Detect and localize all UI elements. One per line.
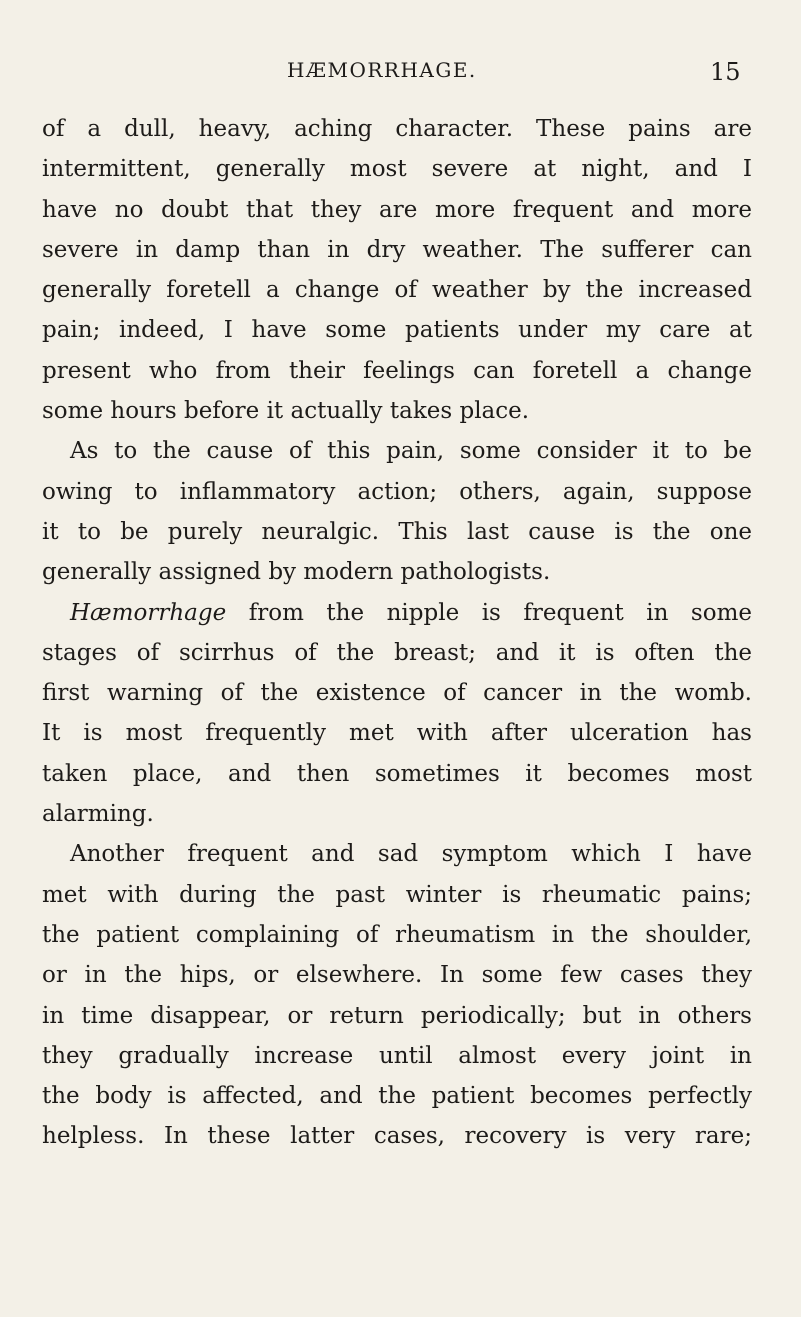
- body-text: [42, 109, 752, 1157]
- page-number: 15: [710, 58, 741, 86]
- text-line: the patient complaining of rheumatism in the shoulder,: [42, 921, 752, 948]
- paragraph-3: [42, 593, 752, 835]
- text-line: stages of scirrhus of the breast; and it is often the: [42, 639, 752, 666]
- text-line: it to be purely neuralgic. This last cause is the one: [42, 518, 752, 545]
- text-line: [42, 593, 752, 633]
- text-line: As to the cause of this pain, some consider it to be: [70, 438, 752, 465]
- text-line: first warning of the existence of cancer in the womb.: [42, 680, 752, 707]
- text-line: Another frequent and sad symptom which I have: [70, 841, 752, 868]
- paragraph-1: [42, 109, 752, 431]
- text-line: present who from their feelings can foretell a change: [42, 357, 752, 384]
- text-line: have no doubt that they are more frequent and more: [42, 196, 752, 223]
- text-line: pain; indeed, I have some patients under my care at: [42, 317, 752, 344]
- text-line: or in the hips, or elsewhere. In some few cases they: [42, 962, 752, 989]
- text-line: helpless. In these latter cases, recovery is very rare;: [42, 1123, 752, 1150]
- text-line: owing to inflammatory action; others, again, suppose: [42, 478, 752, 505]
- text-line: taken place, and then sometimes it becomes most: [42, 760, 752, 787]
- text-line: intermittent, generally most severe at night, and I: [42, 156, 752, 183]
- text-line: the body is affected, and the patient becomes perfectly: [42, 1083, 752, 1110]
- paragraph-4: [42, 834, 752, 1156]
- text-line: generally assigned by modern pathologists.: [42, 559, 551, 586]
- text-line: alarming.: [42, 801, 154, 828]
- text-span: from the nipple is frequent in some: [226, 599, 752, 626]
- text-line: severe in damp than in dry weather. The sufferer can: [42, 236, 752, 263]
- running-title: HÆMORRHAGE.: [287, 58, 477, 82]
- italic-term: Hæmorrhage: [70, 599, 227, 626]
- text-line: they gradually increase until almost every joint in: [42, 1042, 752, 1069]
- paragraph-2: [42, 431, 752, 592]
- text-line: of a dull, heavy, aching character. These pains are: [42, 116, 752, 142]
- text-line: met with during the past winter is rheumatic pains;: [42, 881, 752, 908]
- text-line: generally foretell a change of weather by the increased: [42, 277, 752, 304]
- text-line: some hours before it actually takes place.: [42, 398, 530, 425]
- text-line: in time disappear, or return periodically; but in others: [42, 1002, 752, 1029]
- text-line: It is most frequently met with after ulceration has: [42, 720, 752, 747]
- running-head: [0, 58, 801, 98]
